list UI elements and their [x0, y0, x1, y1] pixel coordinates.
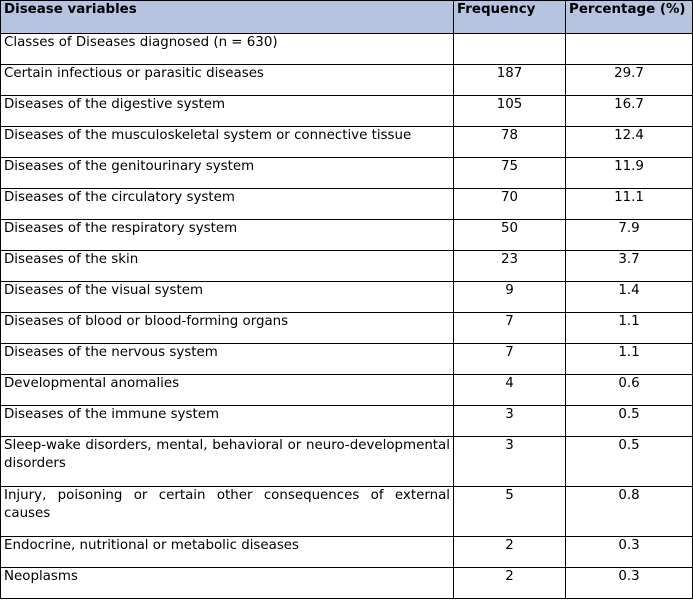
- percentage-cell: 11.9: [566, 158, 693, 189]
- percentage-cell: 1.1: [566, 313, 693, 344]
- percentage-cell: 0.3: [566, 537, 693, 568]
- frequency-cell: 2: [454, 568, 566, 599]
- disease-variable: Sleep-wake disorders, mental, behavioral or neuro-developmental disorders: [1, 437, 454, 487]
- percentage-cell: 1.1: [566, 344, 693, 375]
- frequency-cell: 2: [454, 537, 566, 568]
- table-row: [1, 344, 693, 375]
- table-row: [1, 568, 693, 599]
- percentage-cell: 29.7: [566, 65, 693, 96]
- table-row: [1, 189, 693, 220]
- section-frequency-empty: [454, 34, 566, 65]
- table-row: [1, 313, 693, 344]
- frequency-cell: 23: [454, 251, 566, 282]
- table-row: [1, 537, 693, 568]
- table-header-row: [1, 1, 693, 34]
- disease-variable: Diseases of the musculoskeletal system or connective tissue: [1, 127, 454, 158]
- disease-variable: Diseases of the circulatory system: [1, 189, 454, 220]
- percentage-cell: 0.5: [566, 437, 693, 487]
- table-row: [1, 282, 693, 313]
- disease-variable: Injury, poisoning or certain other consequences of external causes: [1, 487, 454, 537]
- frequency-cell: 70: [454, 189, 566, 220]
- table-row: [1, 375, 693, 406]
- table-row: [1, 158, 693, 189]
- frequency-cell: 3: [454, 437, 566, 487]
- header-percentage: Percentage (%): [566, 1, 693, 34]
- table-row: [1, 251, 693, 282]
- disease-variable: Neoplasms: [1, 568, 454, 599]
- disease-variable: Certain infectious or parasitic diseases: [1, 65, 454, 96]
- section-label: Classes of Diseases diagnosed (n = 630): [1, 34, 454, 65]
- disease-variable: Diseases of the visual system: [1, 282, 454, 313]
- percentage-cell: 16.7: [566, 96, 693, 127]
- header-disease-variables: Disease variables: [1, 1, 454, 34]
- disease-variable: Diseases of the skin: [1, 251, 454, 282]
- percentage-cell: 3.7: [566, 251, 693, 282]
- table-row: [1, 487, 693, 537]
- frequency-cell: 7: [454, 344, 566, 375]
- percentage-cell: 0.6: [566, 375, 693, 406]
- disease-variable: Diseases of the immune system: [1, 406, 454, 437]
- table-section-row: [1, 34, 693, 65]
- frequency-cell: 187: [454, 65, 566, 96]
- frequency-cell: 4: [454, 375, 566, 406]
- frequency-cell: 78: [454, 127, 566, 158]
- disease-variable: Developmental anomalies: [1, 375, 454, 406]
- frequency-cell: 50: [454, 220, 566, 251]
- disease-variable: Diseases of blood or blood-forming organs: [1, 313, 454, 344]
- frequency-cell: 9: [454, 282, 566, 313]
- disease-variable: Diseases of the respiratory system: [1, 220, 454, 251]
- table-row: [1, 127, 693, 158]
- frequency-cell: 7: [454, 313, 566, 344]
- percentage-cell: 0.5: [566, 406, 693, 437]
- disease-variable: Endocrine, nutritional or metabolic diseases: [1, 537, 454, 568]
- frequency-cell: 75: [454, 158, 566, 189]
- percentage-cell: 0.8: [566, 487, 693, 537]
- table-row: [1, 96, 693, 127]
- percentage-cell: 7.9: [566, 220, 693, 251]
- section-percentage-empty: [566, 34, 693, 65]
- header-frequency: Frequency: [454, 1, 566, 34]
- frequency-cell: 105: [454, 96, 566, 127]
- table-row: [1, 437, 693, 487]
- frequency-cell: 3: [454, 406, 566, 437]
- percentage-cell: 12.4: [566, 127, 693, 158]
- percentage-cell: 0.3: [566, 568, 693, 599]
- frequency-cell: 5: [454, 487, 566, 537]
- table-row: [1, 220, 693, 251]
- table-row: [1, 65, 693, 96]
- disease-variable: Diseases of the digestive system: [1, 96, 454, 127]
- disease-variable: Diseases of the nervous system: [1, 344, 454, 375]
- percentage-cell: 1.4: [566, 282, 693, 313]
- table-row: [1, 406, 693, 437]
- disease-variable: Diseases of the genitourinary system: [1, 158, 454, 189]
- percentage-cell: 11.1: [566, 189, 693, 220]
